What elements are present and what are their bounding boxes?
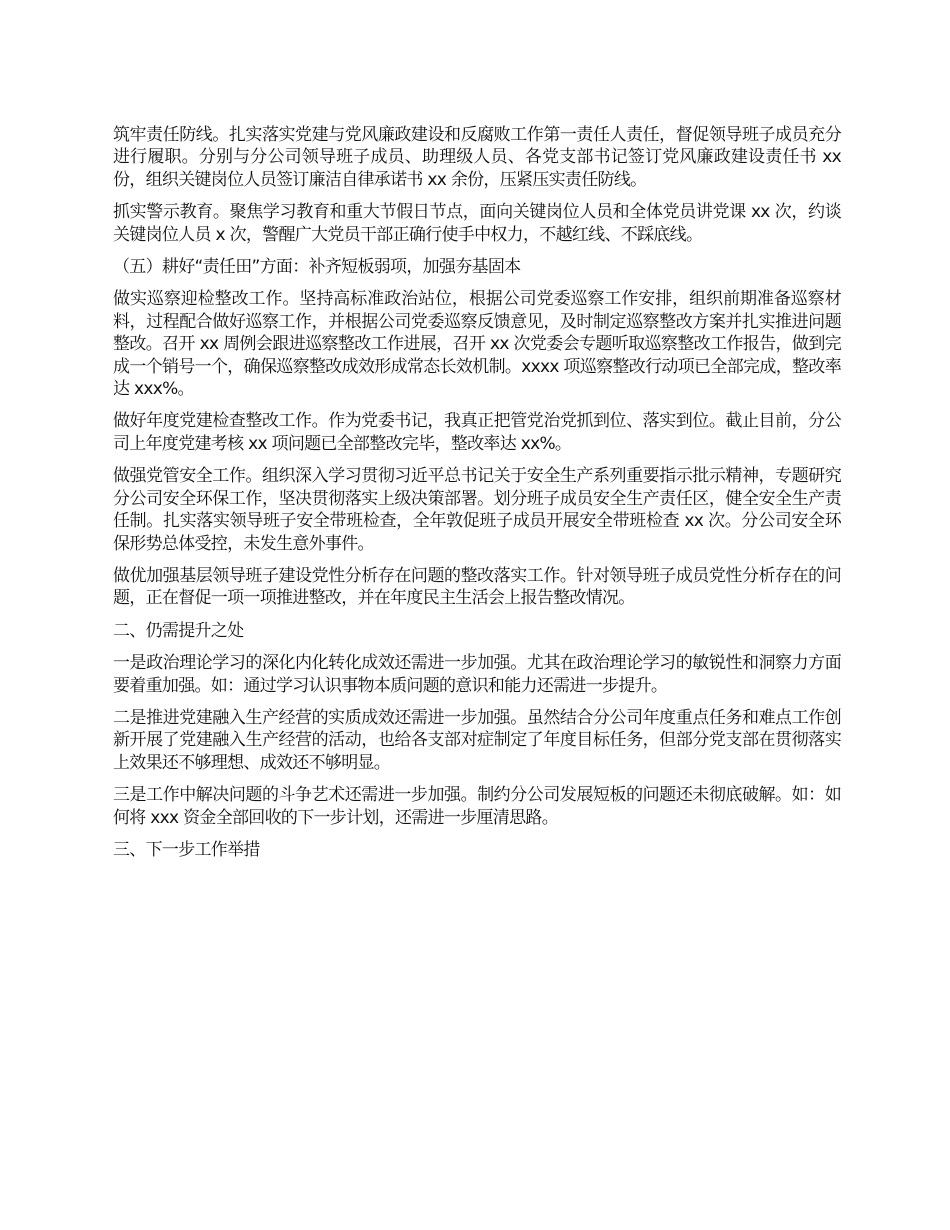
paragraph-responsibility-defense: 筑牢责任防线。扎实落实党建与党风廉政建设和反腐败工作第一责任人责任，督促领导班子成员充分进行履职。分别与分公司领导班子成员、助理级人员、各党支部书记签订党风廉政建设责任书 xx 份，组织关键岗位人员签订廉洁自律承诺书 xx 余份，压紧压实责任防线。 <box>113 125 841 190</box>
paragraph-leadership-team-building: 做优加强基层领导班子建设党性分析存在问题的整改落实工作。针对领导班子成员党性分析存在的问题，正在督促一项一项推进整改，并在年度民主生活会上报告整改情况。 <box>113 565 841 609</box>
paragraph-theory-study: 一是政治理论学习的深化内化转化成效还需进一步加强。尤其在政治理论学习的敏锐性和洞察力方面要着重加强。如：通过学习认识事物本质问题的意识和能力还需进一步提升。 <box>113 653 841 696</box>
section-heading-improvements-needed: 二、仍需提升之处 <box>113 620 244 641</box>
paragraph-annual-party-inspection: 做好年度党建检查整改工作。作为党委书记，我真正把管党治党抓到位、落实到位。截止目前，分公司上年度党建考核 xx 项问题已全部整改完毕，整改率达 xx%。 <box>113 411 841 454</box>
document-page <box>113 124 841 871</box>
paragraph-warning-education: 抓实警示教育。聚焦学习教育和重大节假日节点，面向关键岗位人员和全体党员讲党课 xx 次，约谈关键岗位人员 x 次，警醒广大党员干部正确行使手中权力，不越红线、不踩底线。 <box>113 202 841 245</box>
section-heading-responsibility-field: （五）耕好“责任田”方面：补齐短板弱项，加强夯基固本 <box>113 257 521 278</box>
paragraph-problem-solving: 三是工作中解决问题的斗争艺术还需进一步加强。制约分公司发展短板的问题还未彻底破解。如：如何将 xxx 资金全部回收的下一步计划，还需进一步厘清思路。 <box>113 785 841 828</box>
paragraph-inspection-rectification: 做实巡察迎检整改工作。坚持高标准政治站位，根据公司党委巡察工作安排，组织前期准备巡察材料，过程配合做好巡察工作，并根据公司党委巡察反馈意见，及时制定巡察整改方案并扎实推进问题整改。召开 xx 周例会跟进巡察整改工作进展，召开 xx 次党委会专题听取巡察整改工作报告，做到完成一个销号一个，确保巡察整改成效形成常态长效机制。xxxx 项巡察整改行动项已全部完成，整改率达 xxx%。 <box>113 289 841 400</box>
paragraph-party-production-integration: 二是推进党建融入生产经营的实质成效还需进一步加强。虽然结合分公司年度重点任务和难点工作创新开展了党建融入生产经营的活动，也给各支部对症制定了年度目标任务，但部分党支部在贯彻落实上效果还不够理想、成效还不够明显。 <box>113 707 841 773</box>
section-heading-next-steps: 三、下一步工作举措 <box>113 839 260 860</box>
paragraph-party-safety: 做强党管安全工作。组织深入学习贯彻习近平总书记关于安全生产系列重要指示批示精神，专题研究分公司安全环保工作，坚决贯彻落实上级决策部署。划分班子成员安全生产责任区，健全安全生产责任制。扎实落实领导班子安全带班检查，全年敦促班子成员开展安全带班检查 xx 次。分公司安全环保形势总体受控，未发生意外事件。 <box>113 466 841 554</box>
